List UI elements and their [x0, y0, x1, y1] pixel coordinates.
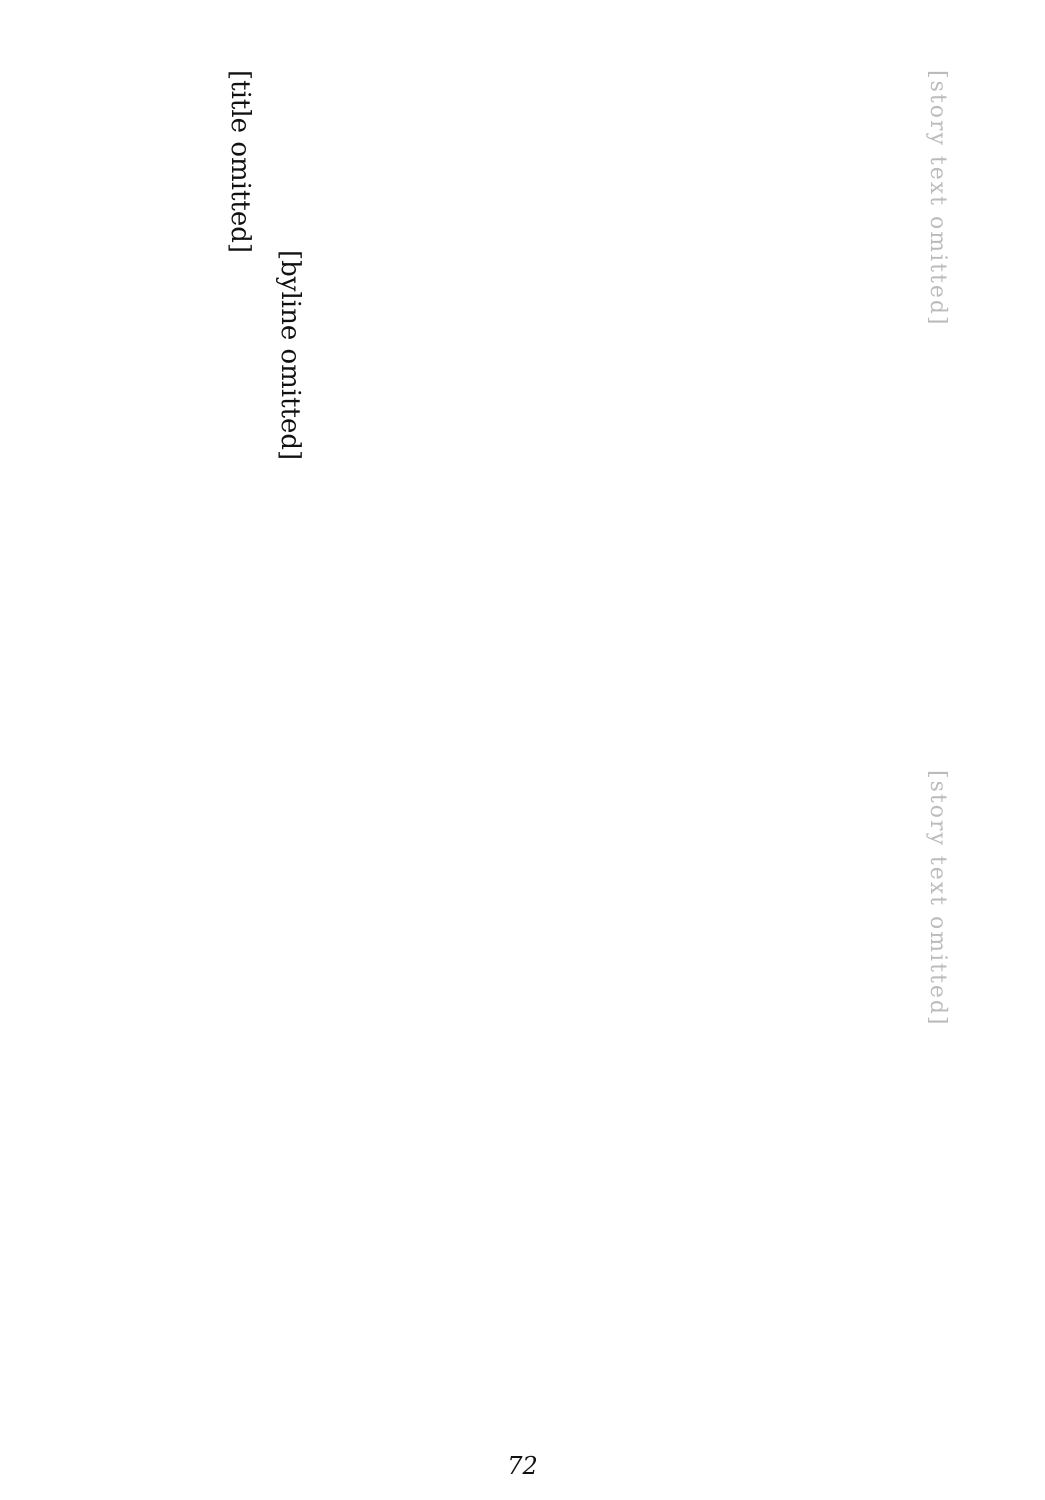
body-text-upper: [story text omitted]	[925, 70, 950, 327]
story-title: [title omitted]	[225, 70, 255, 254]
body-text-lower: [story text omitted]	[925, 770, 950, 1027]
page-number: 72	[507, 1452, 538, 1480]
author-byline: [byline omitted]	[275, 250, 305, 461]
